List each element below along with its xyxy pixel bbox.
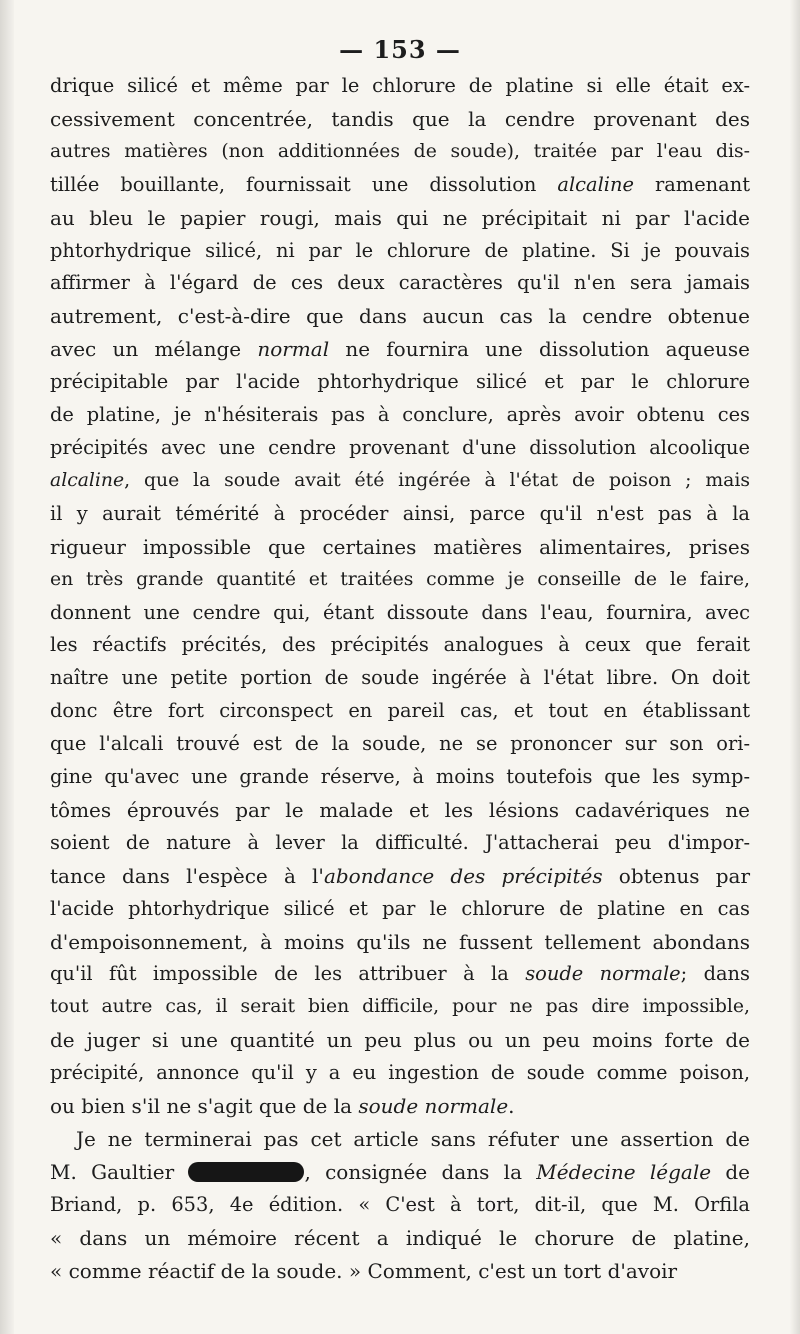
text-line: au bleu le papier rougi, mais qui ne précipitait ni par l'acide: [50, 205, 750, 230]
text-line: « dans un mémoire récent a indiqué le chorure de platine,: [50, 1225, 750, 1250]
text-line: ou bien s'il ne s'agit que de la soude normale.: [50, 1094, 515, 1119]
text-line: en très grande quantité et traitées comme je conseille de le faire,: [50, 568, 750, 590]
text-line: tance dans l'espèce à l'abondance des précipités obtenus par: [50, 863, 751, 888]
page-number: — 153 —: [339, 35, 461, 64]
text-line: avec un mélange normal ne fournira une dissolution aqueuse: [50, 337, 750, 362]
text-line: précipitable par l'acide phtorhydrique silicé et par le chlorure: [50, 370, 750, 394]
text-line: l'acide phtorhydrique silicé et par le chlorure de platine en cas: [50, 896, 750, 920]
scan-edge-right: [790, 0, 800, 1334]
text-line: Briand, p. 653, 4e édition. « C'est à tort, dit-il, que M. Orfila: [50, 1192, 750, 1216]
text-line: « comme réactif de la soude. » Comment, c'est un tort d'avoir: [50, 1258, 678, 1283]
text-line: alcaline, que la soude avait été ingérée à l'état de poison ; mais: [50, 469, 750, 491]
text-line: il y aurait témérité à procéder ainsi, parce qu'il n'est pas à la: [50, 501, 750, 525]
italic-text: soude normale: [525, 962, 681, 986]
redaction-mark: [188, 1162, 304, 1182]
text-line: de juger si une quantité un peu plus ou un peu moins forte de: [50, 1028, 750, 1053]
text-line: Je ne terminerai pas cet article sans réfuter une assertion de: [76, 1127, 750, 1151]
text-line: précipité, annonce qu'il y a eu ingestion de soude comme poison,: [50, 1061, 750, 1085]
text-line: d'empoisonnement, à moins qu'ils ne fussent tellement abondans: [50, 929, 750, 954]
text-line: naître une petite portion de soude ingérée à l'état libre. On doit: [50, 666, 750, 690]
text-line: qu'il fût impossible de les attribuer à la soude normale; dans: [50, 962, 750, 986]
text-line: que l'alcali trouvé est de la soude, ne se prononcer sur son ori-: [50, 732, 750, 756]
text-line: tômes éprouvés par le malade et les lésions cadavériques ne: [50, 797, 750, 822]
text-line: drique silicé et même par le chlorure de platine si elle était ex-: [50, 74, 750, 97]
text-line: affirmer à l'égard de ces deux caractères qu'il n'en sera jamais: [50, 271, 750, 295]
text-line: de platine, je n'hésiterais pas à conclure, après avoir obtenu ces: [50, 403, 750, 427]
text-line: autres matières (non additionnées de soude), traitée par l'eau dis-: [50, 140, 750, 162]
italic-text: abondance des précipités: [323, 863, 603, 888]
text-line: tillée bouillante, fournissait une dissolution alcaline ramenant: [50, 172, 751, 196]
text-line: soient de nature à lever la difficulté. J'attacherai peu d'impor-: [50, 830, 750, 854]
book-page: [50, 30, 750, 1288]
text-line: rigueur impossible que certaines matières alimentaires, prises: [50, 534, 750, 559]
italic-text: soude normale: [358, 1094, 509, 1119]
scan-edge-left: [0, 0, 14, 1334]
text-line: M. Gaultier , consignée dans la Médecine légale de: [50, 1159, 750, 1184]
body-text: [50, 70, 750, 1288]
text-line: tout autre cas, il serait bien difficile, pour ne pas dire impossible,: [50, 996, 750, 1018]
text-line: les réactifs précités, des précipités analogues à ceux que ferait: [50, 633, 750, 657]
italic-text: Médecine légale: [536, 1159, 712, 1184]
text-line: gine qu'avec une grande réserve, à moins toutefois que les symp-: [50, 765, 750, 789]
italic-text: normal: [257, 337, 330, 362]
text-line: cessivement concentrée, tandis que la cendre provenant des: [50, 106, 750, 131]
text-line: phtorhydrique silicé, ni par le chlorure de platine. Si je pouvais: [50, 238, 750, 262]
text-line: donnent une cendre qui, étant dissoute dans l'eau, fournira, avec: [50, 600, 750, 624]
text-line: donc être fort circonspect en pareil cas, et tout en établissant: [50, 699, 750, 723]
italic-text: alcaline: [557, 172, 634, 196]
text-line: autrement, c'est-à-dire que dans aucun cas la cendre obtenue: [50, 304, 750, 329]
italic-text: alcaline: [50, 469, 125, 491]
text-line: précipités avec une cendre provenant d'une dissolution alcoolique: [50, 435, 750, 459]
